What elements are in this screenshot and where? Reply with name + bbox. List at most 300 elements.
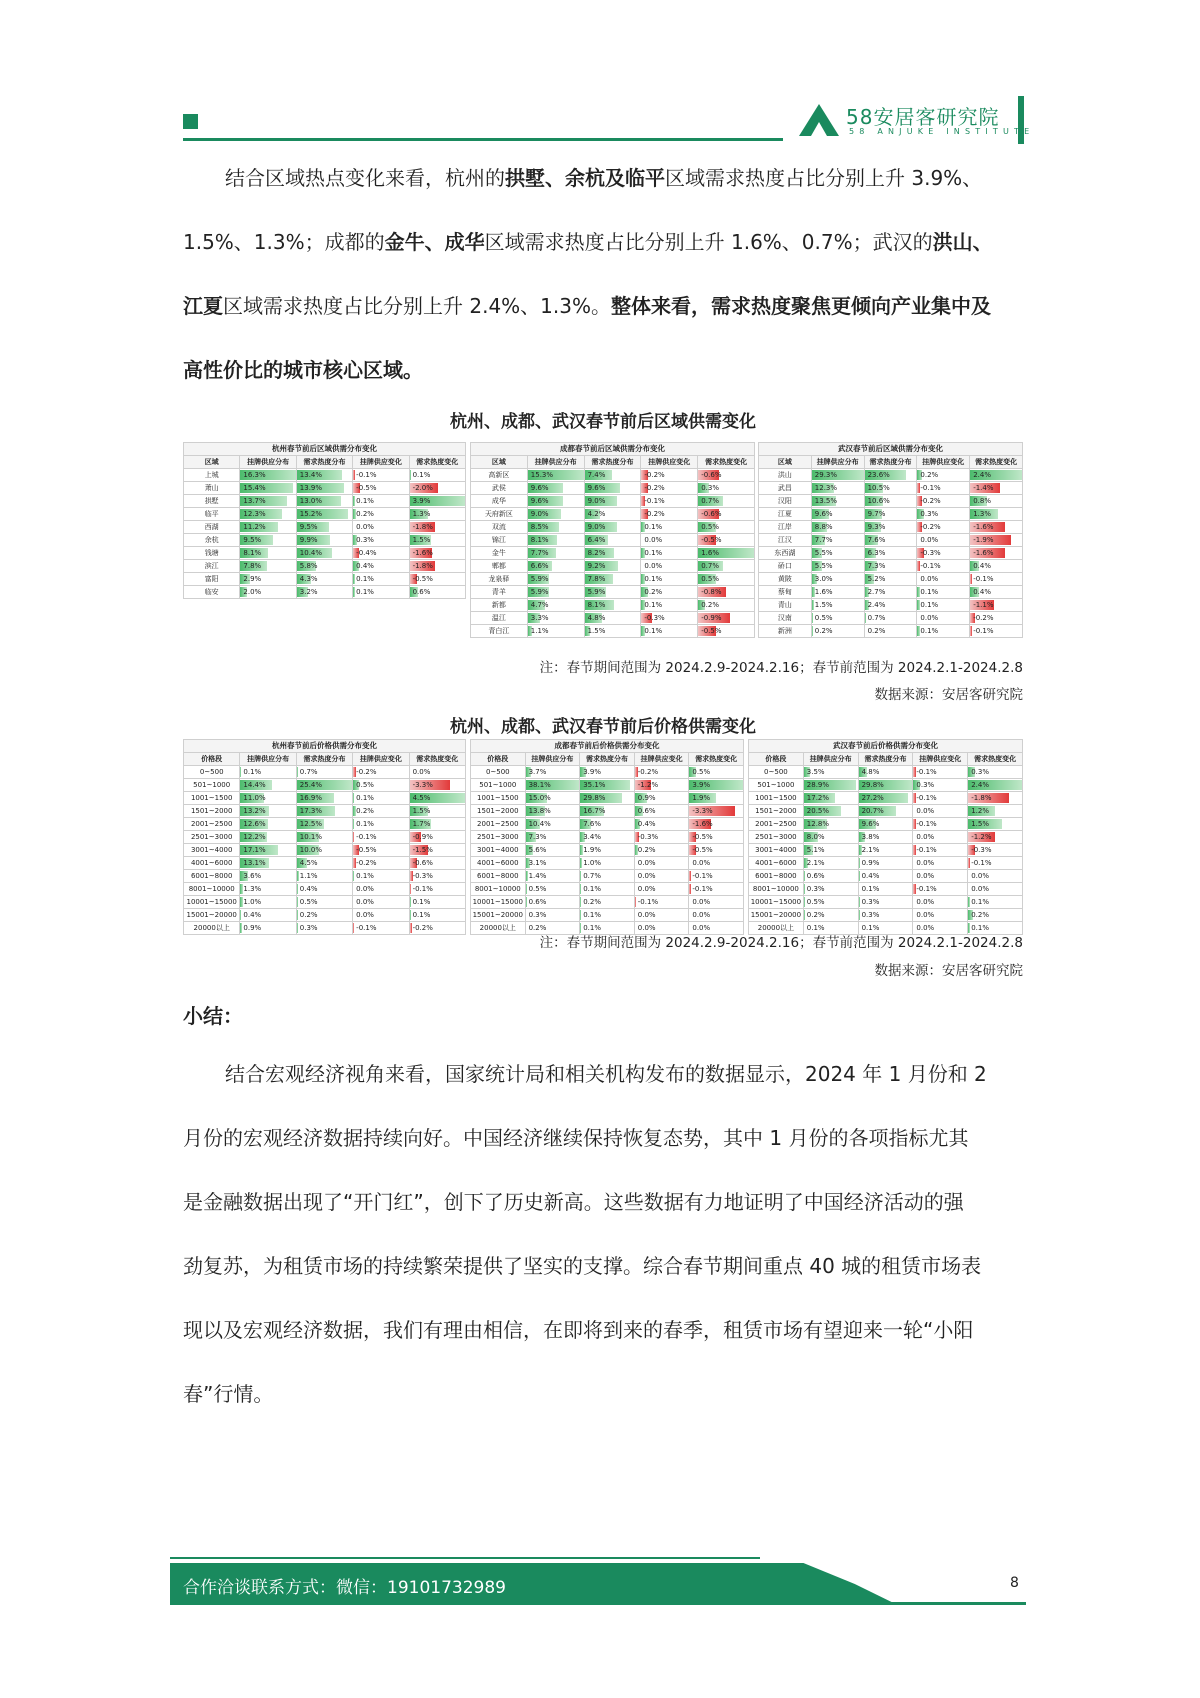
row-label: 501~1000	[184, 779, 240, 792]
cell-value: -0.1%	[356, 471, 377, 479]
value-cell	[913, 844, 968, 857]
row-label: 15001~20000	[749, 909, 804, 922]
value-cell	[409, 896, 465, 909]
value-cell	[803, 818, 858, 831]
value-cell	[858, 831, 913, 844]
value-cell	[641, 534, 698, 547]
table-row	[759, 482, 1023, 495]
cell-value: 28.9%	[806, 781, 830, 789]
value-cell	[811, 482, 864, 495]
value-cell	[917, 482, 970, 495]
value-cell	[353, 909, 409, 922]
cell-value: 0.1%	[644, 523, 663, 531]
value-cell	[864, 508, 917, 521]
table-row	[471, 599, 755, 612]
value-cell	[353, 857, 409, 870]
cell-value: 1.4%	[528, 872, 547, 880]
cell-value: 4.5%	[412, 794, 431, 802]
cell-value: 0.4%	[973, 588, 991, 596]
row-label: 萧山	[184, 482, 240, 495]
table-row	[471, 495, 755, 508]
value-cell	[409, 521, 465, 534]
cell-value: 9.6%	[530, 497, 549, 505]
value-cell	[525, 896, 580, 909]
table-row	[471, 766, 744, 779]
value-cell	[409, 508, 465, 521]
cell-value: 0.3%	[528, 911, 547, 919]
value-cell	[698, 482, 755, 495]
cell-value: 3.2%	[299, 588, 318, 596]
cell-value: 12.5%	[299, 820, 323, 828]
row-label: 武侯	[471, 482, 528, 495]
value-cell	[913, 818, 968, 831]
row-label: 6001~8000	[749, 870, 804, 883]
value-cell	[353, 792, 409, 805]
cell-value: -1.2%	[637, 781, 659, 789]
value-cell	[409, 805, 465, 818]
cell-value: -0.5%	[692, 833, 713, 841]
value-cell	[525, 818, 580, 831]
row-label: 江夏	[759, 508, 812, 521]
row-label: 2501~3000	[184, 831, 240, 844]
value-cell	[296, 883, 352, 896]
column-header: 需求热度变化	[698, 456, 755, 469]
summary-line: 是金融数据出现了“开门红”，创下了历史新高。这些数据有力地证明了中国经济活动的强	[183, 1190, 964, 1214]
row-label: 2001~2500	[184, 818, 240, 831]
row-label: 20000以上	[471, 922, 526, 935]
table-row	[759, 521, 1023, 534]
cell-value: -0.1%	[637, 898, 659, 906]
intro-paragraph	[183, 162, 1023, 392]
value-cell	[698, 547, 755, 560]
cell-value: -0.5%	[701, 627, 722, 635]
row-label: 1501~2000	[471, 805, 526, 818]
cell-value: -0.2%	[644, 510, 665, 518]
row-label: 15001~20000	[184, 909, 240, 922]
table-title: 武汉春节前后区域供需分布变化	[759, 443, 1023, 456]
cell-value: 0.1%	[412, 911, 431, 919]
cell-value: 7.8%	[243, 562, 262, 570]
cell-value: 0.4%	[973, 562, 991, 570]
value-cell	[353, 805, 409, 818]
value-cell	[353, 534, 409, 547]
value-cell	[584, 612, 641, 625]
cell-value: 8.0%	[806, 833, 825, 841]
cell-value: 12.2%	[243, 833, 266, 841]
cell-value: 0.2%	[814, 627, 833, 635]
cell-value: 3.1%	[528, 859, 547, 867]
cell-value: 14.4%	[243, 781, 266, 789]
cell-value: 0.1%	[861, 885, 880, 893]
cell-value: -0.1%	[644, 497, 665, 505]
value-cell	[409, 831, 465, 844]
cell-value: 0.5%	[356, 781, 374, 789]
cell-value: 0.1%	[583, 911, 601, 919]
cell-value: 3.9%	[692, 781, 711, 789]
cell-value: 0.0%	[637, 872, 656, 880]
cell-value: 12.3%	[814, 484, 838, 492]
column-header: 挂牌供应变化	[913, 753, 968, 766]
header-bar	[1018, 96, 1024, 144]
row-label: 2501~3000	[471, 831, 526, 844]
table-row	[759, 586, 1023, 599]
cell-value: 0.1%	[356, 575, 374, 583]
value-cell	[296, 831, 352, 844]
table-row	[471, 508, 755, 521]
value-cell	[584, 534, 641, 547]
value-cell	[409, 870, 465, 883]
cell-value: 0.1%	[644, 627, 663, 635]
cell-value: 0.2%	[701, 601, 719, 609]
cell-value: 17.3%	[299, 807, 323, 815]
column-header: 挂牌供应变化	[634, 753, 689, 766]
cell-value: 0.3%	[299, 924, 318, 932]
value-cell	[698, 495, 755, 508]
value-cell	[970, 573, 1023, 586]
cell-value: 13.7%	[243, 497, 266, 505]
row-label: 8001~10000	[184, 883, 240, 896]
row-label: 成华	[471, 495, 528, 508]
row-label: 拱墅	[184, 495, 240, 508]
row-label: 天府新区	[471, 508, 528, 521]
row-label: 武昌	[759, 482, 812, 495]
cell-value: 1.5%	[971, 820, 989, 828]
cell-value: 2.9%	[243, 575, 262, 583]
value-cell	[409, 573, 465, 586]
cell-value: -0.1%	[916, 768, 937, 776]
row-label: 20000以上	[749, 922, 804, 935]
value-cell	[864, 612, 917, 625]
column-header: 挂牌供应分布	[525, 753, 580, 766]
column-header: 需求热度分布	[858, 753, 913, 766]
value-cell	[296, 766, 352, 779]
table-row	[184, 586, 466, 599]
cell-value: -0.1%	[971, 859, 992, 867]
cell-value: 0.0%	[920, 614, 939, 622]
figure1-source: 数据来源：安居客研究院	[874, 687, 1023, 703]
table-row	[471, 883, 744, 896]
cell-value: 27.2%	[861, 794, 884, 802]
value-cell	[698, 521, 755, 534]
value-cell	[240, 883, 296, 896]
value-cell	[858, 792, 913, 805]
value-cell	[580, 857, 635, 870]
cell-value: -1.6%	[973, 523, 994, 531]
value-cell	[689, 883, 744, 896]
value-cell	[527, 469, 584, 482]
value-cell	[864, 469, 917, 482]
value-cell	[858, 844, 913, 857]
row-label: 1001~1500	[184, 792, 240, 805]
value-cell	[584, 560, 641, 573]
cell-value: 9.6%	[587, 484, 606, 492]
value-cell	[409, 766, 465, 779]
cell-value: 3.0%	[814, 575, 833, 583]
cell-value: 2.4%	[973, 471, 991, 479]
cell-value: -0.3%	[920, 549, 941, 557]
value-cell	[689, 766, 744, 779]
cell-value: 1.5%	[412, 536, 431, 544]
cell-value: -1.9%	[973, 536, 994, 544]
intro-line	[183, 226, 993, 258]
row-label: 10001~15000	[184, 896, 240, 909]
value-cell	[240, 870, 296, 883]
cell-value: 0.3%	[701, 484, 719, 492]
cell-value: 7.3%	[528, 833, 547, 841]
footer-contact: 合作洽谈联系方式：微信：19101732989	[183, 1578, 506, 1598]
cell-value: 3.4%	[583, 833, 601, 841]
row-label: 东西湖	[759, 547, 812, 560]
value-cell	[858, 805, 913, 818]
cell-value: 0.2%	[971, 911, 989, 919]
table-row	[471, 909, 744, 922]
cell-value: 0.0%	[916, 872, 935, 880]
table-row	[749, 909, 1023, 922]
cell-value: 35.1%	[583, 781, 606, 789]
value-cell	[353, 844, 409, 857]
row-label: 6001~8000	[184, 870, 240, 883]
value-cell	[811, 599, 864, 612]
value-cell	[811, 586, 864, 599]
cell-value: -0.2%	[356, 859, 377, 867]
table-row	[759, 573, 1023, 586]
cell-value: 25.4%	[299, 781, 323, 789]
table-row	[184, 779, 466, 792]
text-run: 结合区域热点变化来看，杭州的	[225, 166, 505, 190]
value-cell	[968, 779, 1023, 792]
row-label: 洪山	[759, 469, 812, 482]
cell-value: 0.0%	[412, 768, 431, 776]
cell-value: 29.3%	[814, 471, 838, 479]
cell-value: -0.6%	[701, 510, 722, 518]
value-cell	[970, 482, 1023, 495]
value-cell	[527, 573, 584, 586]
value-cell	[580, 766, 635, 779]
table-row	[184, 792, 466, 805]
cell-value: 0.4%	[356, 562, 374, 570]
cell-value: 5.9%	[587, 588, 606, 596]
cell-value: 0.0%	[356, 523, 374, 531]
cell-value: 0.2%	[356, 510, 374, 518]
value-cell	[527, 547, 584, 560]
row-label: 501~1000	[471, 779, 526, 792]
value-cell	[634, 766, 689, 779]
cell-value: -0.2%	[973, 614, 994, 622]
cell-value: 17.1%	[243, 846, 266, 854]
value-cell	[634, 792, 689, 805]
cell-value: 0.2%	[920, 471, 939, 479]
cell-value: 1.2%	[971, 807, 989, 815]
text-run: 区域需求热度占比分别上升 3.9%、	[665, 166, 983, 190]
cell-value: 0.2%	[806, 911, 825, 919]
cell-value: 0.0%	[637, 911, 656, 919]
figure2-title: 杭州、成都、武汉春节前后价格供需变化	[450, 717, 756, 737]
value-cell	[698, 586, 755, 599]
row-label: 15001~20000	[471, 909, 526, 922]
value-cell	[240, 534, 296, 547]
cell-value: -0.1%	[916, 885, 937, 893]
column-header: 需求热度变化	[409, 753, 465, 766]
row-label: 6001~8000	[471, 870, 526, 883]
cell-value: -0.2%	[644, 471, 665, 479]
cell-value: 7.4%	[587, 471, 606, 479]
cell-value: 8.2%	[587, 549, 606, 557]
summary-line: 劲复苏，为租赁市场的持续繁荣提供了坚实的支撑。综合春节期间重点 40 城的租赁市场表	[183, 1254, 982, 1278]
row-label: 汉阳	[759, 495, 812, 508]
table-row	[184, 870, 466, 883]
cell-value: 8.1%	[587, 601, 606, 609]
row-label: 0~500	[471, 766, 526, 779]
cell-value: -0.2%	[637, 768, 659, 776]
row-label: 钱塘	[184, 547, 240, 560]
cell-value: 0.0%	[356, 911, 374, 919]
cell-value: 0.6%	[528, 898, 547, 906]
cell-value: 10.0%	[299, 846, 323, 854]
value-cell	[353, 586, 409, 599]
row-label: 温江	[471, 612, 528, 625]
row-label: 硚口	[759, 560, 812, 573]
value-cell	[970, 612, 1023, 625]
value-cell	[698, 508, 755, 521]
value-cell	[689, 870, 744, 883]
value-cell	[968, 857, 1023, 870]
value-cell	[525, 857, 580, 870]
table-row	[471, 469, 755, 482]
value-cell	[296, 495, 352, 508]
bold-text: 金牛、成华	[384, 230, 485, 254]
row-label: 3001~4000	[749, 844, 804, 857]
cell-value: -1.2%	[971, 833, 992, 841]
table-row	[184, 469, 466, 482]
cell-value: 20.5%	[806, 807, 830, 815]
table-row	[471, 612, 755, 625]
cell-value: 0.7%	[583, 872, 601, 880]
value-cell	[353, 896, 409, 909]
cell-value: -0.1%	[692, 885, 713, 893]
cell-value: 7.7%	[530, 549, 549, 557]
value-cell	[970, 508, 1023, 521]
value-cell	[864, 547, 917, 560]
value-cell	[240, 818, 296, 831]
table-row	[184, 857, 466, 870]
value-cell	[689, 779, 744, 792]
value-cell	[240, 521, 296, 534]
cell-value: 0.1%	[356, 820, 374, 828]
cell-value: 0.5%	[814, 614, 833, 622]
fig2-table-1	[183, 739, 466, 935]
cell-value: 0.1%	[920, 601, 939, 609]
value-cell	[917, 586, 970, 599]
cell-value: 0.2%	[356, 807, 374, 815]
cell-value: 0.6%	[637, 807, 656, 815]
cell-value: -0.5%	[356, 484, 377, 492]
value-cell	[580, 909, 635, 922]
row-label: 青羊	[471, 586, 528, 599]
cell-value: 0.4%	[243, 911, 262, 919]
table-row	[471, 870, 744, 883]
row-label: 8001~10000	[749, 883, 804, 896]
cell-value: 0.3%	[806, 885, 825, 893]
row-label: 3001~4000	[471, 844, 526, 857]
value-cell	[584, 508, 641, 521]
table-title: 成都春节前后区域供需分布变化	[471, 443, 755, 456]
value-cell	[641, 495, 698, 508]
cell-value: 1.9%	[583, 846, 601, 854]
value-cell	[811, 612, 864, 625]
table-row	[184, 896, 466, 909]
value-cell	[580, 831, 635, 844]
row-label: 江汉	[759, 534, 812, 547]
value-cell	[858, 909, 913, 922]
value-cell	[409, 779, 465, 792]
cell-value: -0.9%	[412, 833, 433, 841]
cell-value: 0.2%	[644, 588, 663, 596]
column-header: 需求热度分布	[584, 456, 641, 469]
row-label: 新都	[471, 599, 528, 612]
bold-text: 整体来看，需求热度聚焦更倾向产业集中及	[610, 294, 991, 318]
value-cell	[527, 495, 584, 508]
cell-value: 2.4%	[971, 781, 989, 789]
value-cell	[527, 599, 584, 612]
cell-value: 5.9%	[530, 588, 549, 596]
value-cell	[970, 586, 1023, 599]
intro-line	[183, 290, 991, 322]
value-cell	[970, 534, 1023, 547]
cell-value: 8.8%	[814, 523, 833, 531]
value-cell	[240, 844, 296, 857]
bold-text: 洪山、	[932, 230, 993, 254]
cell-value: 11.0%	[243, 794, 266, 802]
cell-value: 0.4%	[299, 885, 318, 893]
cell-value: 16.7%	[583, 807, 606, 815]
value-cell	[240, 909, 296, 922]
cell-value: 0.0%	[644, 536, 663, 544]
logo-subtitle: 58 ANJUKE INSTITUTE	[849, 127, 1035, 136]
cell-value: 0.2%	[583, 898, 601, 906]
value-cell	[353, 883, 409, 896]
cell-value: 9.5%	[243, 536, 262, 544]
row-label: 金牛	[471, 547, 528, 560]
cell-value: -0.2%	[920, 497, 941, 505]
cell-value: 7.6%	[583, 820, 601, 828]
table-row	[471, 857, 744, 870]
cell-value: 0.3%	[356, 536, 374, 544]
row-label: 8001~10000	[471, 883, 526, 896]
value-cell	[698, 534, 755, 547]
table-row	[759, 469, 1023, 482]
cell-value: 5.9%	[530, 575, 549, 583]
row-label: 临平	[184, 508, 240, 521]
fig1-table-2	[470, 442, 755, 638]
table-row	[184, 482, 466, 495]
cell-value: 1.6%	[814, 588, 833, 596]
cell-value: 0.2%	[528, 924, 547, 932]
value-cell	[811, 573, 864, 586]
value-cell	[584, 599, 641, 612]
cell-value: -0.5%	[412, 575, 433, 583]
value-cell	[858, 870, 913, 883]
cell-value: 0.9%	[243, 924, 262, 932]
column-header: 挂牌供应变化	[641, 456, 698, 469]
value-cell	[858, 896, 913, 909]
value-cell	[240, 896, 296, 909]
value-cell	[913, 896, 968, 909]
table-row	[184, 534, 466, 547]
value-cell	[917, 521, 970, 534]
value-cell	[913, 857, 968, 870]
cell-value: 13.5%	[814, 497, 838, 505]
value-cell	[634, 909, 689, 922]
